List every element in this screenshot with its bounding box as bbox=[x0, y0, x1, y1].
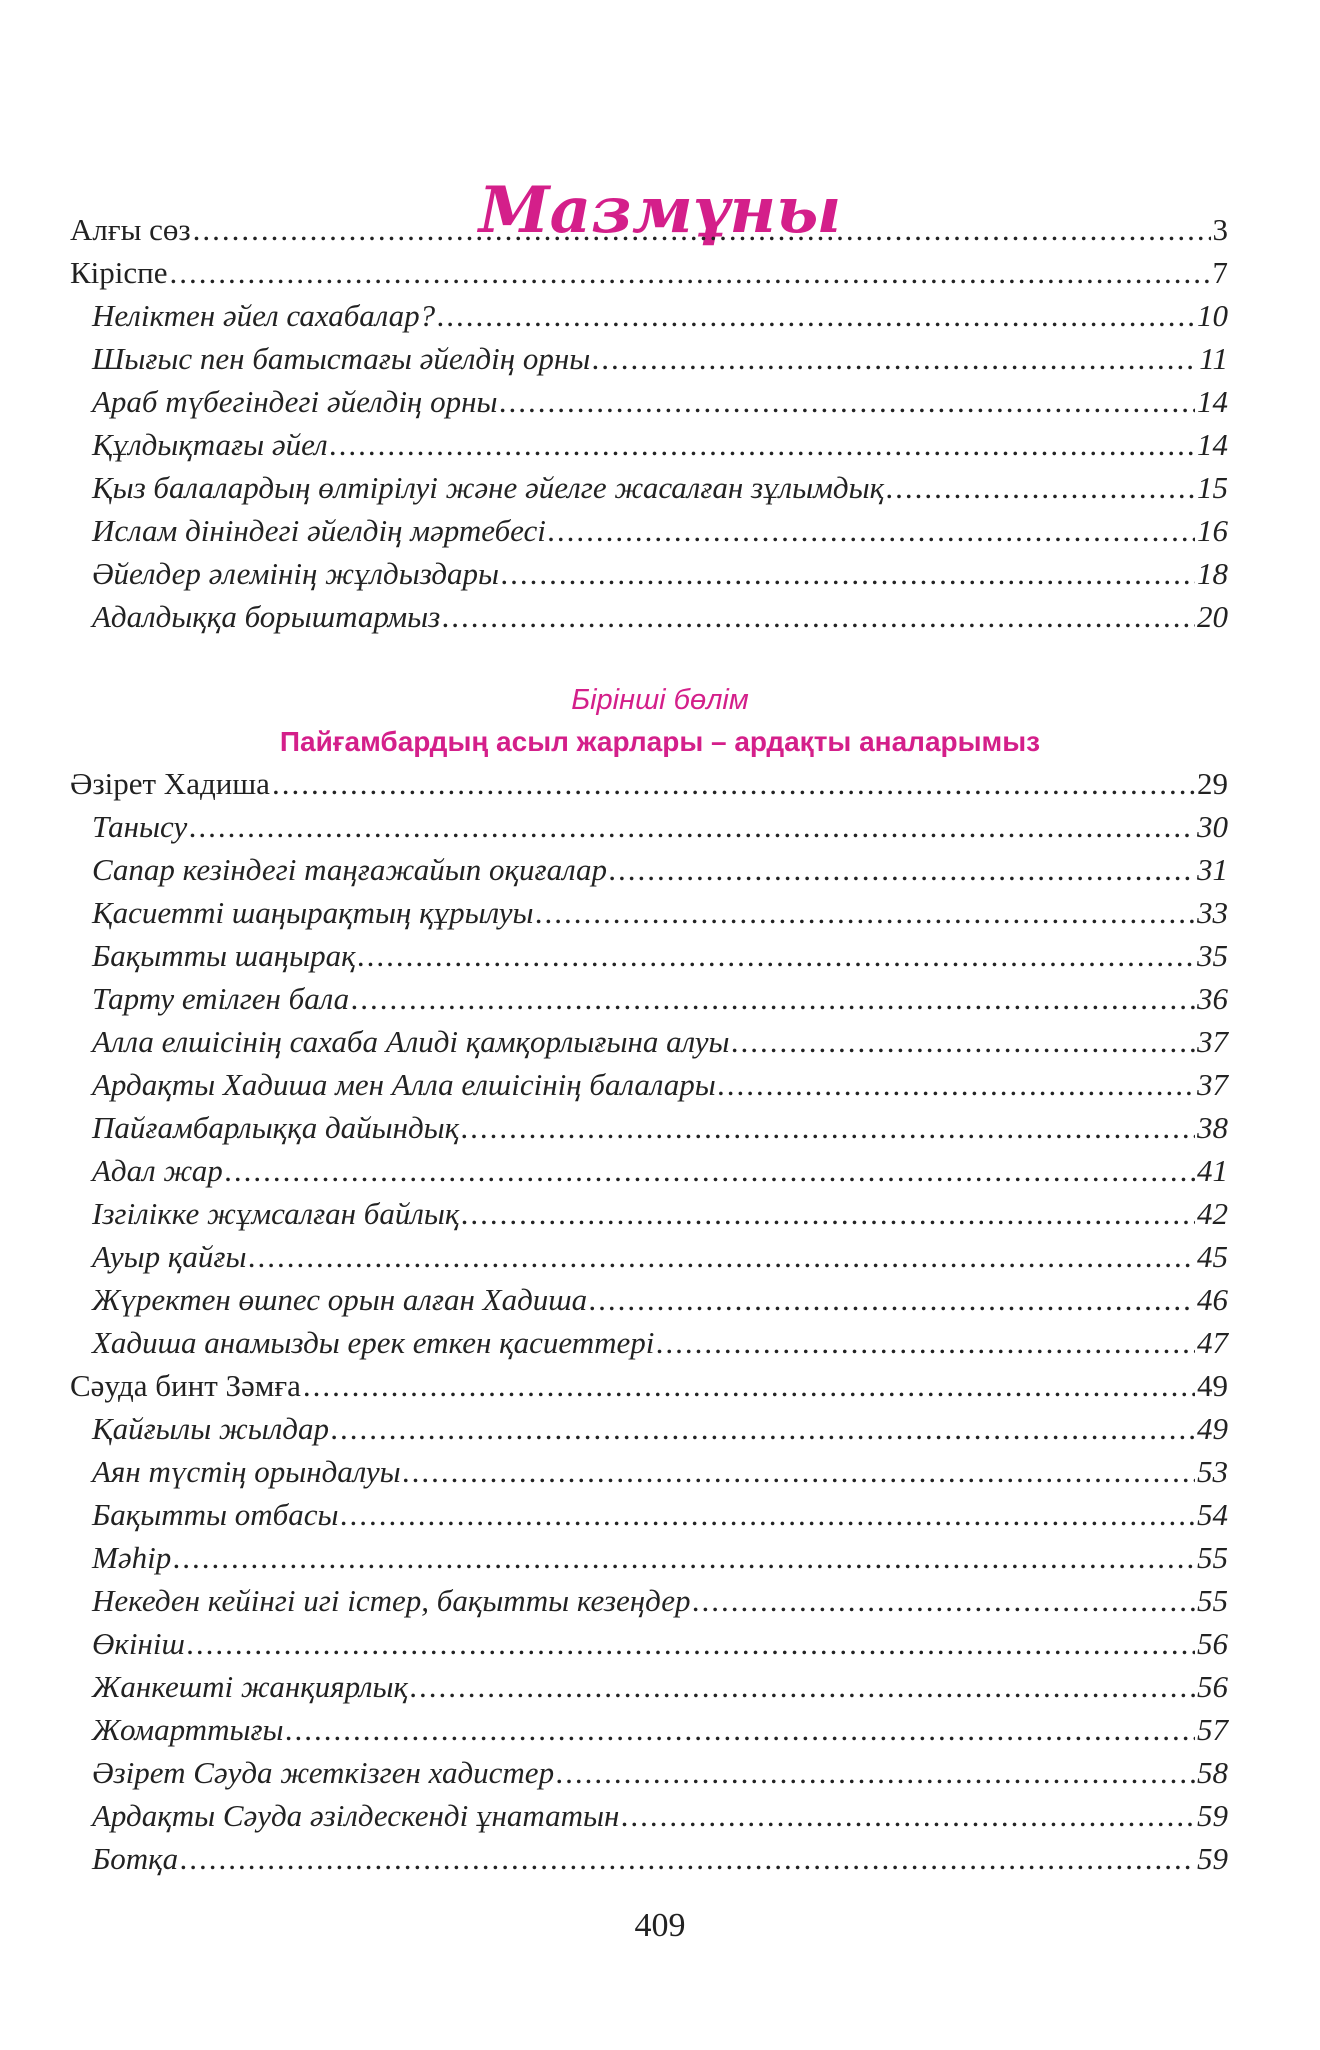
toc-subentry bbox=[70, 1321, 1228, 1364]
toc-entry-page: 58 bbox=[1197, 1755, 1228, 1790]
toc-entry-title: Мәһір bbox=[92, 1540, 172, 1575]
toc-entry-page: 42 bbox=[1197, 1196, 1228, 1231]
dot-leader bbox=[437, 294, 1195, 337]
dot-leader bbox=[461, 1106, 1195, 1149]
toc-subentry bbox=[70, 1751, 1228, 1794]
dot-leader bbox=[225, 1149, 1195, 1192]
toc-entry-title: Неліктен әйел сахабалар? bbox=[92, 298, 436, 333]
toc-subentry bbox=[70, 1493, 1228, 1536]
toc-entry-title: Бақытты отбасы bbox=[92, 1497, 339, 1532]
dot-leader bbox=[189, 805, 1195, 848]
dot-leader bbox=[187, 1622, 1195, 1665]
toc-entry-title: Жүректен өшпес орын алған Хадиша bbox=[92, 1282, 588, 1317]
toc-entry-page: 7 bbox=[1212, 255, 1228, 290]
dot-leader bbox=[461, 1192, 1195, 1235]
toc-entry-title: Қыз балалардың өлтірілуі және әйелге жасалған зұлымдық bbox=[92, 470, 885, 505]
toc-entry-page: 56 bbox=[1197, 1669, 1228, 1704]
toc-entry-page: 54 bbox=[1197, 1497, 1228, 1532]
dot-leader bbox=[609, 848, 1195, 891]
toc-entry-title: Қасиетті шаңырақтың құрылуы bbox=[92, 895, 534, 930]
toc-entry-page: 14 bbox=[1197, 427, 1228, 462]
toc-entry-title: Сапар кезіндегі таңғажайып оқиғалар bbox=[92, 852, 607, 887]
toc-subentry bbox=[70, 595, 1228, 638]
dot-leader bbox=[358, 934, 1195, 977]
toc-entry-title: Ислам дініндегі әйелдің мәртебесі bbox=[92, 513, 546, 548]
toc-subentry bbox=[70, 423, 1228, 466]
toc-entry bbox=[70, 208, 1228, 251]
toc-entry-page: 53 bbox=[1197, 1454, 1228, 1489]
dot-leader bbox=[330, 423, 1195, 466]
toc-entry-title: Некеден кейінгі игі істер, бақытты кезеңдер bbox=[92, 1583, 691, 1618]
toc-subentry bbox=[70, 1063, 1228, 1106]
toc-entry-page: 14 bbox=[1197, 384, 1228, 419]
toc-entry-title: Пайғамбарлыққа дайындық bbox=[92, 1110, 460, 1145]
toc-entry bbox=[70, 1364, 1228, 1407]
toc-subentry bbox=[70, 1020, 1228, 1063]
toc-entry-title: Кіріспе bbox=[70, 255, 168, 290]
toc-subentry bbox=[70, 1450, 1228, 1493]
toc-subentry bbox=[70, 891, 1228, 934]
toc-entry-title: Алла елшісінің сахаба Алиді қамқорлығына алуы bbox=[92, 1024, 730, 1059]
toc-entry-title: Аян түстің орындалуы bbox=[92, 1454, 401, 1489]
dot-leader bbox=[556, 1751, 1195, 1794]
dot-leader bbox=[193, 208, 1211, 251]
toc-intro-list bbox=[70, 208, 1228, 638]
toc-entry-title: Әйелдер әлемінің жұлдыздары bbox=[92, 556, 500, 591]
dot-leader bbox=[331, 1407, 1195, 1450]
toc-subentry bbox=[70, 1579, 1228, 1622]
toc-entry-title: Араб түбегіндегі әйелдің орны bbox=[92, 384, 498, 419]
toc-entry-page: 59 bbox=[1197, 1798, 1228, 1833]
dot-leader bbox=[592, 337, 1197, 380]
toc-entry-page: 31 bbox=[1197, 852, 1228, 887]
toc-entry-title: Ардақты Хадиша мен Алла елшісінің балалары bbox=[92, 1067, 716, 1102]
toc-subentry bbox=[70, 1536, 1228, 1579]
page-title: Мазмұны bbox=[478, 172, 842, 248]
dot-leader bbox=[442, 595, 1195, 638]
toc-entry-page: 49 bbox=[1197, 1411, 1228, 1446]
toc-entry-title: Жомарттығы bbox=[92, 1712, 284, 1747]
toc-entry-title: Жанкешті жанқиярлық bbox=[92, 1669, 408, 1704]
dot-leader bbox=[351, 977, 1195, 1020]
toc-subentry bbox=[70, 294, 1228, 337]
toc-subentry bbox=[70, 1665, 1228, 1708]
toc-entry bbox=[70, 762, 1228, 805]
toc-entry-page: 57 bbox=[1197, 1712, 1228, 1747]
toc-entry-title: Ізгілікке жұмсалған байлық bbox=[92, 1196, 460, 1231]
section-part-label: Бірінші бөлім bbox=[571, 684, 749, 716]
dot-leader bbox=[180, 1837, 1195, 1880]
dot-leader bbox=[501, 552, 1195, 595]
toc-entry-title: Өкініш bbox=[92, 1626, 185, 1661]
dot-leader bbox=[170, 251, 1211, 294]
toc-subentry bbox=[70, 1837, 1228, 1880]
toc-entry-page: 36 bbox=[1197, 981, 1228, 1016]
toc-entry-page: 33 bbox=[1197, 895, 1228, 930]
toc-entry-title: Қайғылы жылдар bbox=[92, 1411, 329, 1446]
dot-leader bbox=[731, 1020, 1195, 1063]
toc-entry-title: Құлдықтағы әйел bbox=[92, 427, 328, 462]
toc-entry-title: Ботқа bbox=[92, 1841, 179, 1876]
toc-entry-page: 10 bbox=[1197, 298, 1228, 333]
toc-subentry bbox=[70, 1235, 1228, 1278]
toc-subentry bbox=[70, 466, 1228, 509]
dot-leader bbox=[403, 1450, 1195, 1493]
toc-subentry bbox=[70, 1708, 1228, 1751]
toc-entry-page: 56 bbox=[1197, 1626, 1228, 1661]
toc-entry-title: Бақытты шаңырақ bbox=[92, 938, 356, 973]
toc-entry-page: 46 bbox=[1197, 1282, 1228, 1317]
toc-entry-page: 20 bbox=[1197, 599, 1228, 634]
toc-subentry bbox=[70, 1794, 1228, 1837]
toc-entry-title: Шығыс пен батыстағы әйелдің орны bbox=[92, 341, 591, 376]
toc-subentry bbox=[70, 977, 1228, 1020]
dot-leader bbox=[341, 1493, 1195, 1536]
toc-subentry bbox=[70, 805, 1228, 848]
toc-entry-title: Алғы сөз bbox=[70, 212, 191, 247]
toc-entry-page: 29 bbox=[1197, 766, 1228, 801]
dot-leader bbox=[656, 1321, 1195, 1364]
toc-entry-page: 37 bbox=[1197, 1067, 1228, 1102]
toc-entry bbox=[70, 251, 1228, 294]
dot-leader bbox=[499, 380, 1195, 423]
toc-entry-page: 37 bbox=[1197, 1024, 1228, 1059]
toc-entry-title: Хадиша анамызды ерек еткен қасиеттері bbox=[92, 1325, 655, 1360]
toc-subentry bbox=[70, 1407, 1228, 1450]
toc-subentry bbox=[70, 1192, 1228, 1235]
toc-entry-title: Адал жар bbox=[92, 1153, 223, 1188]
dot-leader bbox=[621, 1794, 1195, 1837]
toc-subentry bbox=[70, 1278, 1228, 1321]
toc-entry-page: 38 bbox=[1197, 1110, 1228, 1145]
dot-leader bbox=[173, 1536, 1195, 1579]
dot-leader bbox=[272, 762, 1195, 805]
toc-entry-title: Әзірет Сәуда жеткізген хадистер bbox=[92, 1755, 555, 1790]
toc-entry-page: 49 bbox=[1197, 1368, 1228, 1403]
dot-leader bbox=[535, 891, 1195, 934]
toc-entry-page: 16 bbox=[1197, 513, 1228, 548]
toc-entry-title: Адалдыққа борыштармыз bbox=[92, 599, 441, 634]
dot-leader bbox=[886, 466, 1195, 509]
toc-entry-title: Ардақты Сәуда әзілдескенді ұнататын bbox=[92, 1798, 620, 1833]
dot-leader bbox=[410, 1665, 1195, 1708]
toc-entry-page: 45 bbox=[1197, 1239, 1228, 1274]
toc-entry-page: 35 bbox=[1197, 938, 1228, 973]
toc-entry-page: 41 bbox=[1197, 1153, 1228, 1188]
dot-leader bbox=[548, 509, 1195, 552]
page-number: 409 bbox=[634, 1907, 686, 1944]
toc-subentry bbox=[70, 1622, 1228, 1665]
dot-leader bbox=[589, 1278, 1195, 1321]
toc-subentry bbox=[70, 1149, 1228, 1192]
toc-entry-page: 30 bbox=[1197, 809, 1228, 844]
toc-entry-page: 47 bbox=[1197, 1325, 1228, 1360]
toc-entry-title: Танысу bbox=[92, 809, 188, 844]
toc-subentry bbox=[70, 337, 1228, 380]
toc-entry-title: Тарту етілген бала bbox=[92, 981, 350, 1016]
toc-subentry bbox=[70, 934, 1228, 977]
toc-entry-page: 3 bbox=[1212, 212, 1228, 247]
dot-leader bbox=[249, 1235, 1195, 1278]
toc-entry-page: 59 bbox=[1197, 1841, 1228, 1876]
dot-leader bbox=[303, 1364, 1195, 1407]
toc-entry-page: 15 bbox=[1197, 470, 1228, 505]
toc-subentry bbox=[70, 509, 1228, 552]
toc-entry-title: Сәуда бинт Зәмға bbox=[70, 1368, 301, 1403]
toc-entry-page: 55 bbox=[1197, 1540, 1228, 1575]
toc-subentry bbox=[70, 848, 1228, 891]
dot-leader bbox=[286, 1708, 1195, 1751]
toc-subentry bbox=[70, 1106, 1228, 1149]
toc-chapters-list bbox=[70, 762, 1228, 1880]
section-title: Пайғамбардың асыл жарлары – ардақты аналарымыз bbox=[279, 726, 1041, 757]
toc-entry-page: 18 bbox=[1197, 556, 1228, 591]
toc-subentry bbox=[70, 380, 1228, 423]
toc-subentry bbox=[70, 552, 1228, 595]
toc-entry-title: Ауыр қайғы bbox=[92, 1239, 247, 1274]
toc-entry-page: 11 bbox=[1199, 341, 1228, 376]
toc-entry-title: Әзірет Хадиша bbox=[70, 766, 270, 801]
toc-entry-page: 55 bbox=[1197, 1583, 1228, 1618]
dot-leader bbox=[718, 1063, 1195, 1106]
dot-leader bbox=[692, 1579, 1195, 1622]
